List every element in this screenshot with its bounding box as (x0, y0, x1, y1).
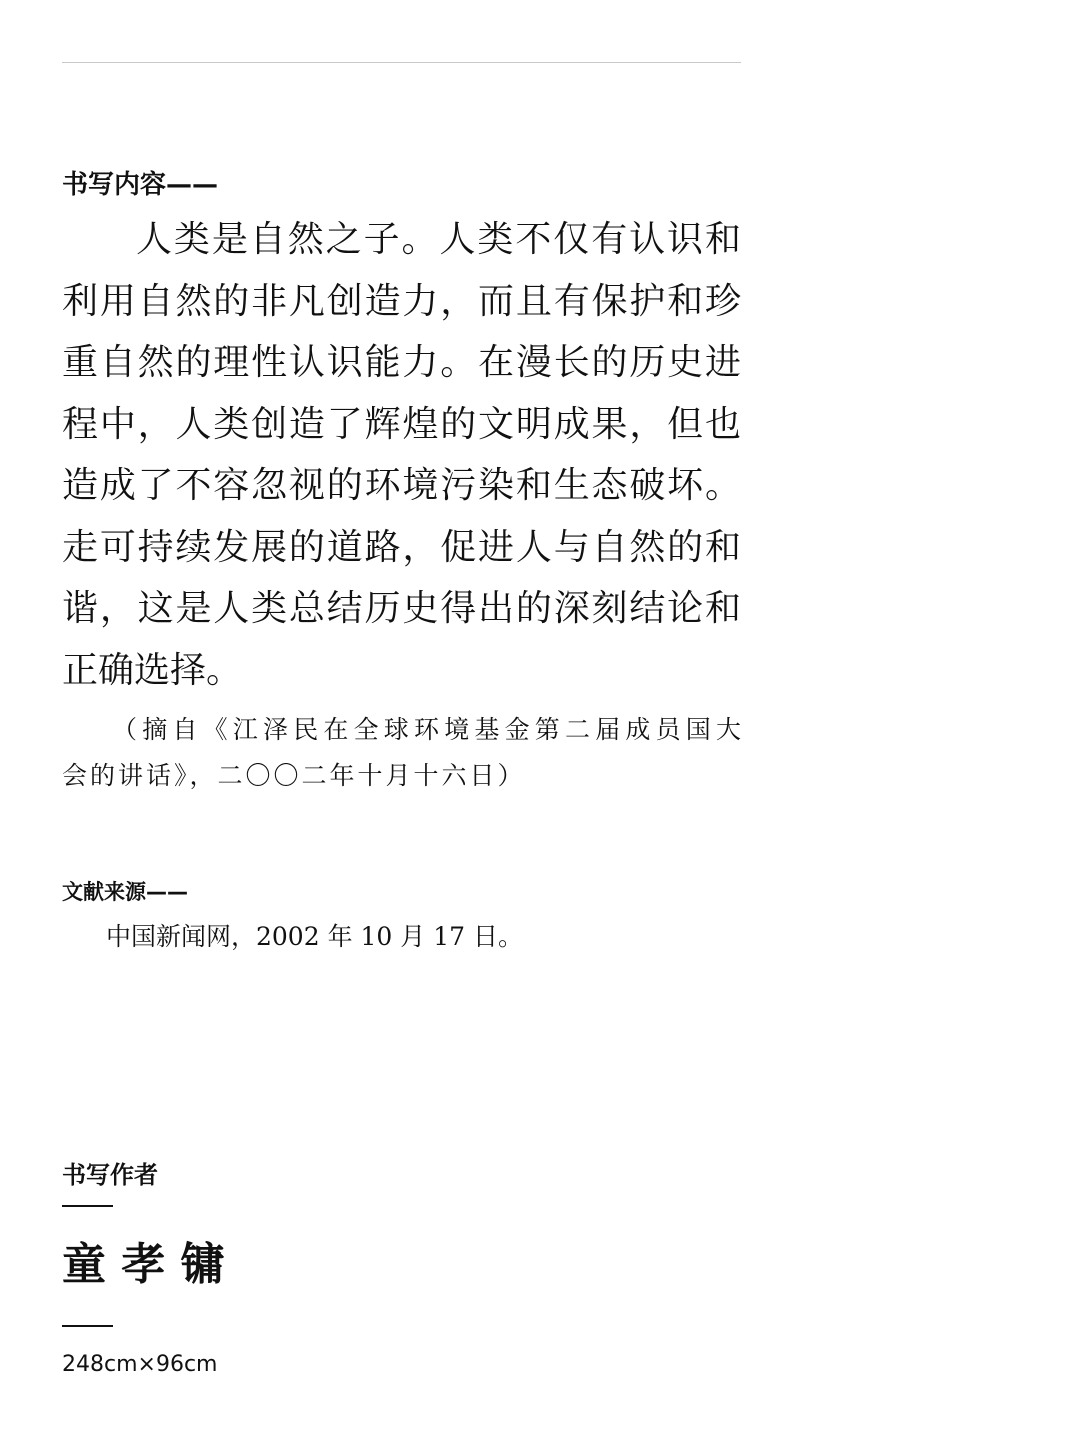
body-line: 谐，这是人类总结历史得出的深刻结论和 (62, 588, 741, 629)
body-line: 利用自然的非凡创造力，而且有保护和珍 (62, 281, 741, 322)
source-text: 中国新闻网，2002 年 10 月 17 日。 (106, 922, 523, 951)
citation-line: 会的讲话》，二〇〇二年十月十六日） (62, 761, 526, 790)
author-name: 童 孝 镛 (62, 1239, 225, 1290)
top-divider (62, 62, 741, 63)
body-line: 人类是自然之子。人类不仅有认识和 (136, 219, 741, 260)
body-line: 走可持续发展的道路，促进人与自然的和 (62, 527, 741, 568)
content-heading: 书写内容—— (62, 170, 219, 200)
citation-line: （摘自《江泽民在全球环境基金第二届成员国大 (112, 715, 741, 744)
source-heading: 文献来源—— (62, 880, 188, 904)
author-heading: 书写作者 (62, 1161, 158, 1189)
body-line: 重自然的理性认识能力。在漫长的历史进 (62, 342, 741, 383)
divider-dash (62, 1205, 113, 1207)
artwork-dimensions: 248cm×96cm (62, 1352, 218, 1377)
divider-dash (62, 1325, 113, 1327)
body-line: 程中，人类创造了辉煌的文明成果，但也 (62, 404, 741, 445)
body-line: 造成了不容忽视的环境污染和生态破坏。 (62, 465, 741, 506)
body-line: 正确选择。 (62, 650, 243, 691)
